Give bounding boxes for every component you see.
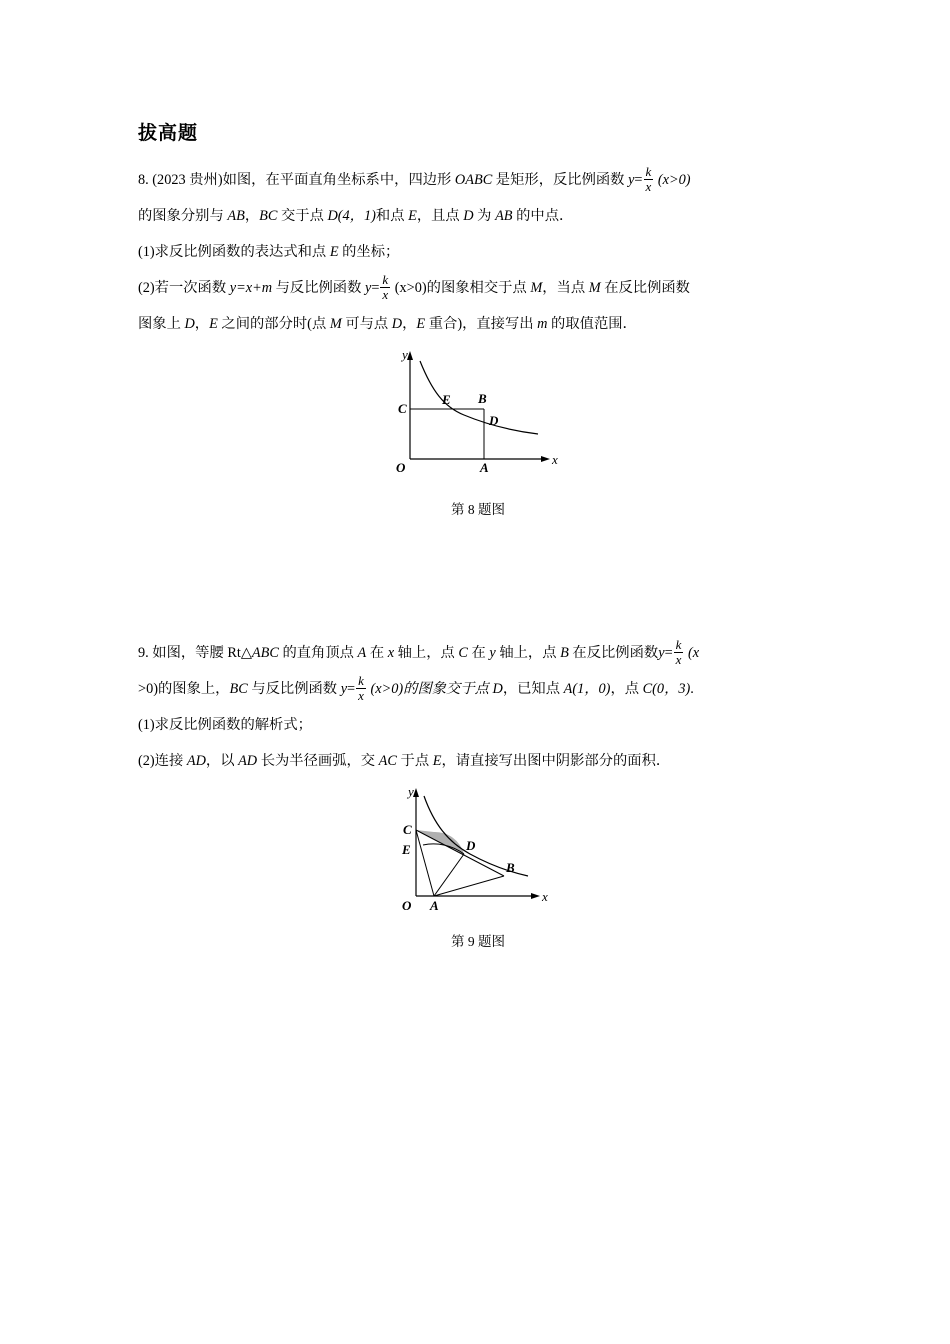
text-run: D(4，1) xyxy=(327,208,376,224)
text-run: y=x+m xyxy=(229,280,273,296)
text-run: 重合)，直接写出 xyxy=(425,316,538,332)
problem-8-figure-caption: 第 8 题图 xyxy=(451,502,505,517)
x-axis-arrow xyxy=(531,893,540,899)
problem-9-stem-line-2 xyxy=(138,672,818,706)
segment-CB xyxy=(416,830,504,876)
text-run: ，且点 xyxy=(416,208,464,224)
problem-9-question-2 xyxy=(138,744,818,778)
text-run: AD xyxy=(238,753,258,769)
text-run: E xyxy=(432,753,442,769)
text-run: y xyxy=(364,280,372,296)
page-content xyxy=(138,118,818,950)
y-axis-arrow xyxy=(407,351,413,360)
problem-9-figure xyxy=(138,784,818,950)
text-run: D xyxy=(391,316,403,332)
problem-9-figure-caption: 第 9 题图 xyxy=(451,934,505,949)
text-run: 在 xyxy=(366,645,388,661)
label-x-axis: x xyxy=(542,889,548,904)
y-axis-arrow xyxy=(413,788,419,797)
text-run: D xyxy=(184,316,195,332)
problem-8-stem-line-1 xyxy=(138,163,818,197)
label-C: C xyxy=(398,401,407,416)
text-run: A xyxy=(357,645,367,661)
spacer xyxy=(138,518,818,636)
text-run: 在反比例函数 xyxy=(568,645,659,661)
label-E: E xyxy=(442,392,451,407)
text-run: y xyxy=(628,172,635,188)
text-run: M xyxy=(329,316,342,332)
label-B: B xyxy=(478,391,487,406)
label-y-axis: y xyxy=(408,784,414,799)
text-run: m xyxy=(537,316,548,332)
problem-9-stem-line-1 xyxy=(138,636,818,670)
label-D: D xyxy=(489,413,499,428)
segment-AB xyxy=(434,876,504,896)
text-run: y xyxy=(489,645,496,661)
text-run: (x>0)的图象交于点 xyxy=(366,681,493,697)
fraction-k-over-x xyxy=(356,674,366,703)
label-C: C xyxy=(403,822,412,837)
text-run: x xyxy=(387,645,395,661)
text-run: ，请直接写出图中阴影部分的面积． xyxy=(441,753,671,769)
problem-8-question-2-line-2 xyxy=(138,307,818,341)
text-run: 和点 xyxy=(375,208,409,224)
text-run: (2)若一次函数 xyxy=(138,280,230,296)
text-run: AC xyxy=(378,753,397,769)
label-A: A xyxy=(480,460,489,475)
text-run: 图象上 xyxy=(138,316,185,332)
text-run: 可与点 xyxy=(341,316,392,332)
text-run: ，以 xyxy=(205,753,239,769)
problem-8-figure xyxy=(138,347,818,518)
text-run: OABC xyxy=(454,172,493,188)
text-run: B xyxy=(560,645,569,661)
segment-CA xyxy=(416,830,434,896)
text-run: 的图象分别与 xyxy=(138,208,228,224)
text-run: BC xyxy=(259,208,278,224)
text-run: 是矩形，反比例函数 xyxy=(492,172,629,188)
text-run: 9. 如图，等腰 Rt△ xyxy=(138,645,252,661)
fraction-denominator: x xyxy=(382,287,389,303)
fraction-k-over-x xyxy=(380,273,390,302)
text-run: AB xyxy=(495,208,513,224)
fraction-numerator: k xyxy=(645,164,652,180)
text-run: >0)的图象上， xyxy=(138,681,230,697)
text-run: (x>0) xyxy=(654,172,691,188)
text-run: ，已知点 xyxy=(502,681,564,697)
text-run: = xyxy=(347,681,356,697)
text-run: ABC xyxy=(251,645,279,661)
text-run: ，当点 xyxy=(542,280,589,296)
text-run: 的取值范围． xyxy=(547,316,637,332)
text-run: 为 xyxy=(473,208,496,224)
text-run: (1)求反比例函数的表达式和点 xyxy=(138,244,330,260)
text-run: C xyxy=(458,645,468,661)
text-run: D xyxy=(492,681,503,697)
x-axis-arrow xyxy=(541,456,550,462)
label-E: E xyxy=(402,842,411,857)
text-run: 轴上，点 xyxy=(394,645,459,661)
fraction-k-over-x xyxy=(644,165,654,194)
text-run: y xyxy=(340,681,348,697)
text-run: ， xyxy=(402,316,417,332)
text-run: = xyxy=(664,645,673,661)
text-run: E xyxy=(209,316,218,332)
text-run: = xyxy=(371,280,380,296)
text-run: (x xyxy=(684,645,700,661)
text-run: 的中点． xyxy=(512,208,574,224)
text-run: 交于点 xyxy=(277,208,328,224)
text-run: 在 xyxy=(467,645,490,661)
fraction-numerator: k xyxy=(382,272,389,288)
text-run: 的直角顶点 xyxy=(278,645,358,661)
text-run: BC xyxy=(229,681,248,697)
problem-9-diagram xyxy=(358,784,598,924)
text-run: ，点 xyxy=(610,681,643,697)
text-run: M xyxy=(588,280,601,296)
fraction-numerator: k xyxy=(358,673,364,689)
text-run: 的坐标； xyxy=(338,244,400,260)
text-run: AD xyxy=(186,753,206,769)
section-title: 拔高题 xyxy=(138,122,199,144)
text-run: = xyxy=(634,172,643,188)
text-run: ， xyxy=(244,208,260,224)
text-run: 8. (2023 贵州)如图，在平面直角坐标系中，四边形 xyxy=(138,172,455,188)
text-run: AB xyxy=(227,208,245,224)
text-run: 之间的部分时(点 xyxy=(217,316,330,332)
problem-8-question-1 xyxy=(138,235,818,269)
fraction-k-over-x xyxy=(674,638,684,667)
text-run: 长为半径画弧，交 xyxy=(257,753,379,769)
text-run: E xyxy=(416,316,426,332)
text-run: 轴上，点 xyxy=(495,645,561,661)
fraction-denominator: x xyxy=(675,652,682,668)
text-run: 于点 xyxy=(396,753,433,769)
text-run: D xyxy=(463,208,474,224)
text-run: (2)连接 xyxy=(138,753,187,769)
problem-9 xyxy=(138,636,818,950)
label-O: O xyxy=(402,898,412,913)
label-x-axis: x xyxy=(552,452,558,467)
text-run: C(0，3) xyxy=(642,681,691,697)
fraction-numerator: k xyxy=(675,637,682,653)
label-D: D xyxy=(466,838,476,853)
text-run: M xyxy=(530,280,543,296)
fraction-denominator: x xyxy=(358,688,364,704)
problem-8 xyxy=(138,163,818,518)
fraction-denominator: x xyxy=(645,179,652,195)
text-run: A(1，0) xyxy=(563,681,611,697)
text-run: y xyxy=(658,645,665,661)
label-y-axis: y xyxy=(402,347,408,362)
text-run: 在反比例函数 xyxy=(600,280,690,296)
label-A: A xyxy=(430,898,439,913)
label-O: O xyxy=(396,460,406,475)
text-run: . xyxy=(690,681,694,697)
text-run: E xyxy=(329,244,339,260)
text-run: 与反比例函数 xyxy=(272,280,365,296)
text-run: 与反比例函数 xyxy=(247,681,341,697)
problem-8-question-2-line-1 xyxy=(138,271,818,305)
label-B: B xyxy=(506,860,515,875)
segment-AD xyxy=(434,854,464,896)
problem-9-question-1: (1)求反比例函数的解析式； xyxy=(138,717,312,733)
text-run: ， xyxy=(194,316,210,332)
problem-8-stem-line-2 xyxy=(138,199,818,233)
text-run: (x>0)的图象相交于点 xyxy=(391,280,531,296)
problem-8-diagram xyxy=(348,347,608,492)
text-run: E xyxy=(408,208,417,224)
